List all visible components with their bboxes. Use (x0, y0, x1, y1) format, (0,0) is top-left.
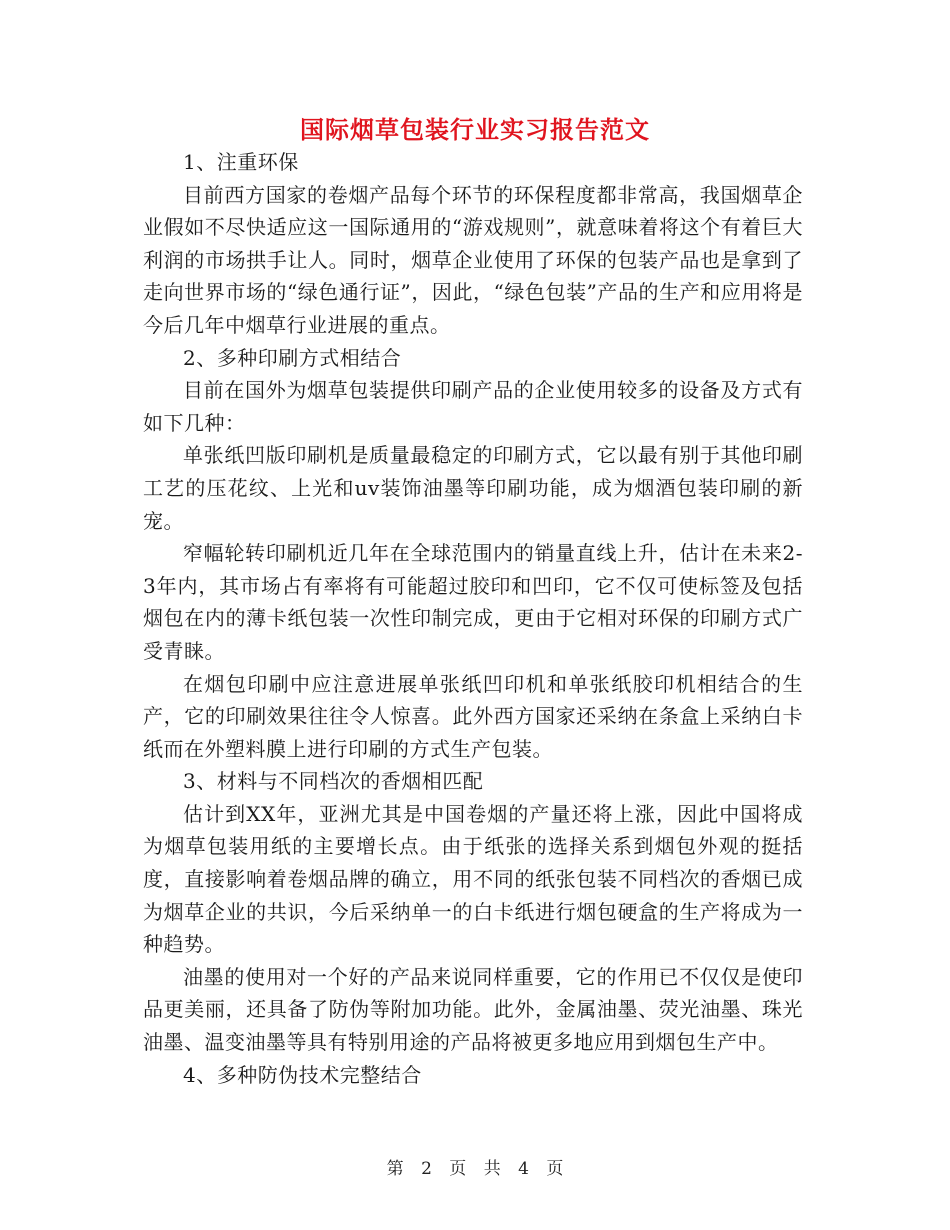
page-footer (0, 1154, 950, 1179)
paragraph: 油墨的使用对一个好的产品来说同样重要，它的作用已不仅仅是使印品更美丽，还具备了防伪等附加功能。此外，金属油墨、荧光油墨、珠光油墨、温变油墨等具有特别用途的产品将被更多地应用到烟包生产中。 (143, 964, 803, 1055)
footer-prefix: 第 (386, 1159, 404, 1179)
paragraph: 在烟包印刷中应注意进展单张纸凹印机和单张纸胶印机相结合的生产，它的印刷效果往往令人惊喜。此外西方国家还采纳在条盒上采纳白卡纸而在外塑料膜上进行印刷的方式生产包装。 (143, 671, 803, 761)
footer-current-page: 2 (421, 1159, 432, 1179)
section-heading: 1、注重环保 (183, 150, 299, 174)
paragraph: 目前西方国家的卷烟产品每个环节的环保程度都非常高，我国烟草企业假如不尽快适应这一国际通用的“游戏规则”，就意味着将这个有着巨大利润的市场拱手让人。同时，烟草企业使用了环保的包装产品也是拿到了走向世界市场的“绿色通行证”，因此，“绿色包装”产品的生产和应用将是今后几年中烟草行业进展的重点。 (143, 182, 803, 337)
footer-total-pages: 4 (518, 1159, 529, 1179)
footer-total-label: 页 (546, 1159, 564, 1179)
paragraph: 估计到XX年，亚洲尤其是中国卷烟的产量还将上涨，因此中国将成为烟草包装用纸的主要增长点。由于纸张的选择关系到烟包外观的挺括度，直接影响着卷烟品牌的确立，用不同的纸张包装不同档次的香烟已成为烟草企业的共识，今后采纳单一的白卡纸进行烟包硬盒的生产将成为一种趋势。 (143, 801, 803, 957)
paragraph: 窄幅轮转印刷机近几年在全球范围内的销量直线上升，估计在未来2-3年内，其市场占有率将有可能超过胶印和凹印，它不仅可使标签及包括烟包在内的薄卡纸包装一次性印制完成，更由于它相对环保的印刷方式广受青睐。 (143, 541, 803, 663)
footer-total-prefix: 共 (483, 1159, 501, 1179)
document-title: 国际烟草包装行业实习报告范文 (300, 115, 650, 144)
paragraph: 目前在国外为烟草包装提供印刷产品的企业使用较多的设备及方式有如下几种： (143, 378, 803, 435)
section-heading: 2、多种印刷方式相结合 (183, 345, 402, 370)
section-heading: 3、材料与不同档次的香烟相匹配 (183, 769, 484, 794)
document-body (143, 146, 803, 1091)
paragraph: 单张纸凹版印刷机是质量最稳定的印刷方式，它以最有别于其他印刷工艺的压花纹、上光和uv装饰油墨等印刷功能，成为烟酒包装印刷的新宠。 (143, 443, 803, 533)
section-heading: 4、多种防伪技术完整结合 (183, 1062, 422, 1087)
footer-page-label: 页 (449, 1159, 467, 1179)
